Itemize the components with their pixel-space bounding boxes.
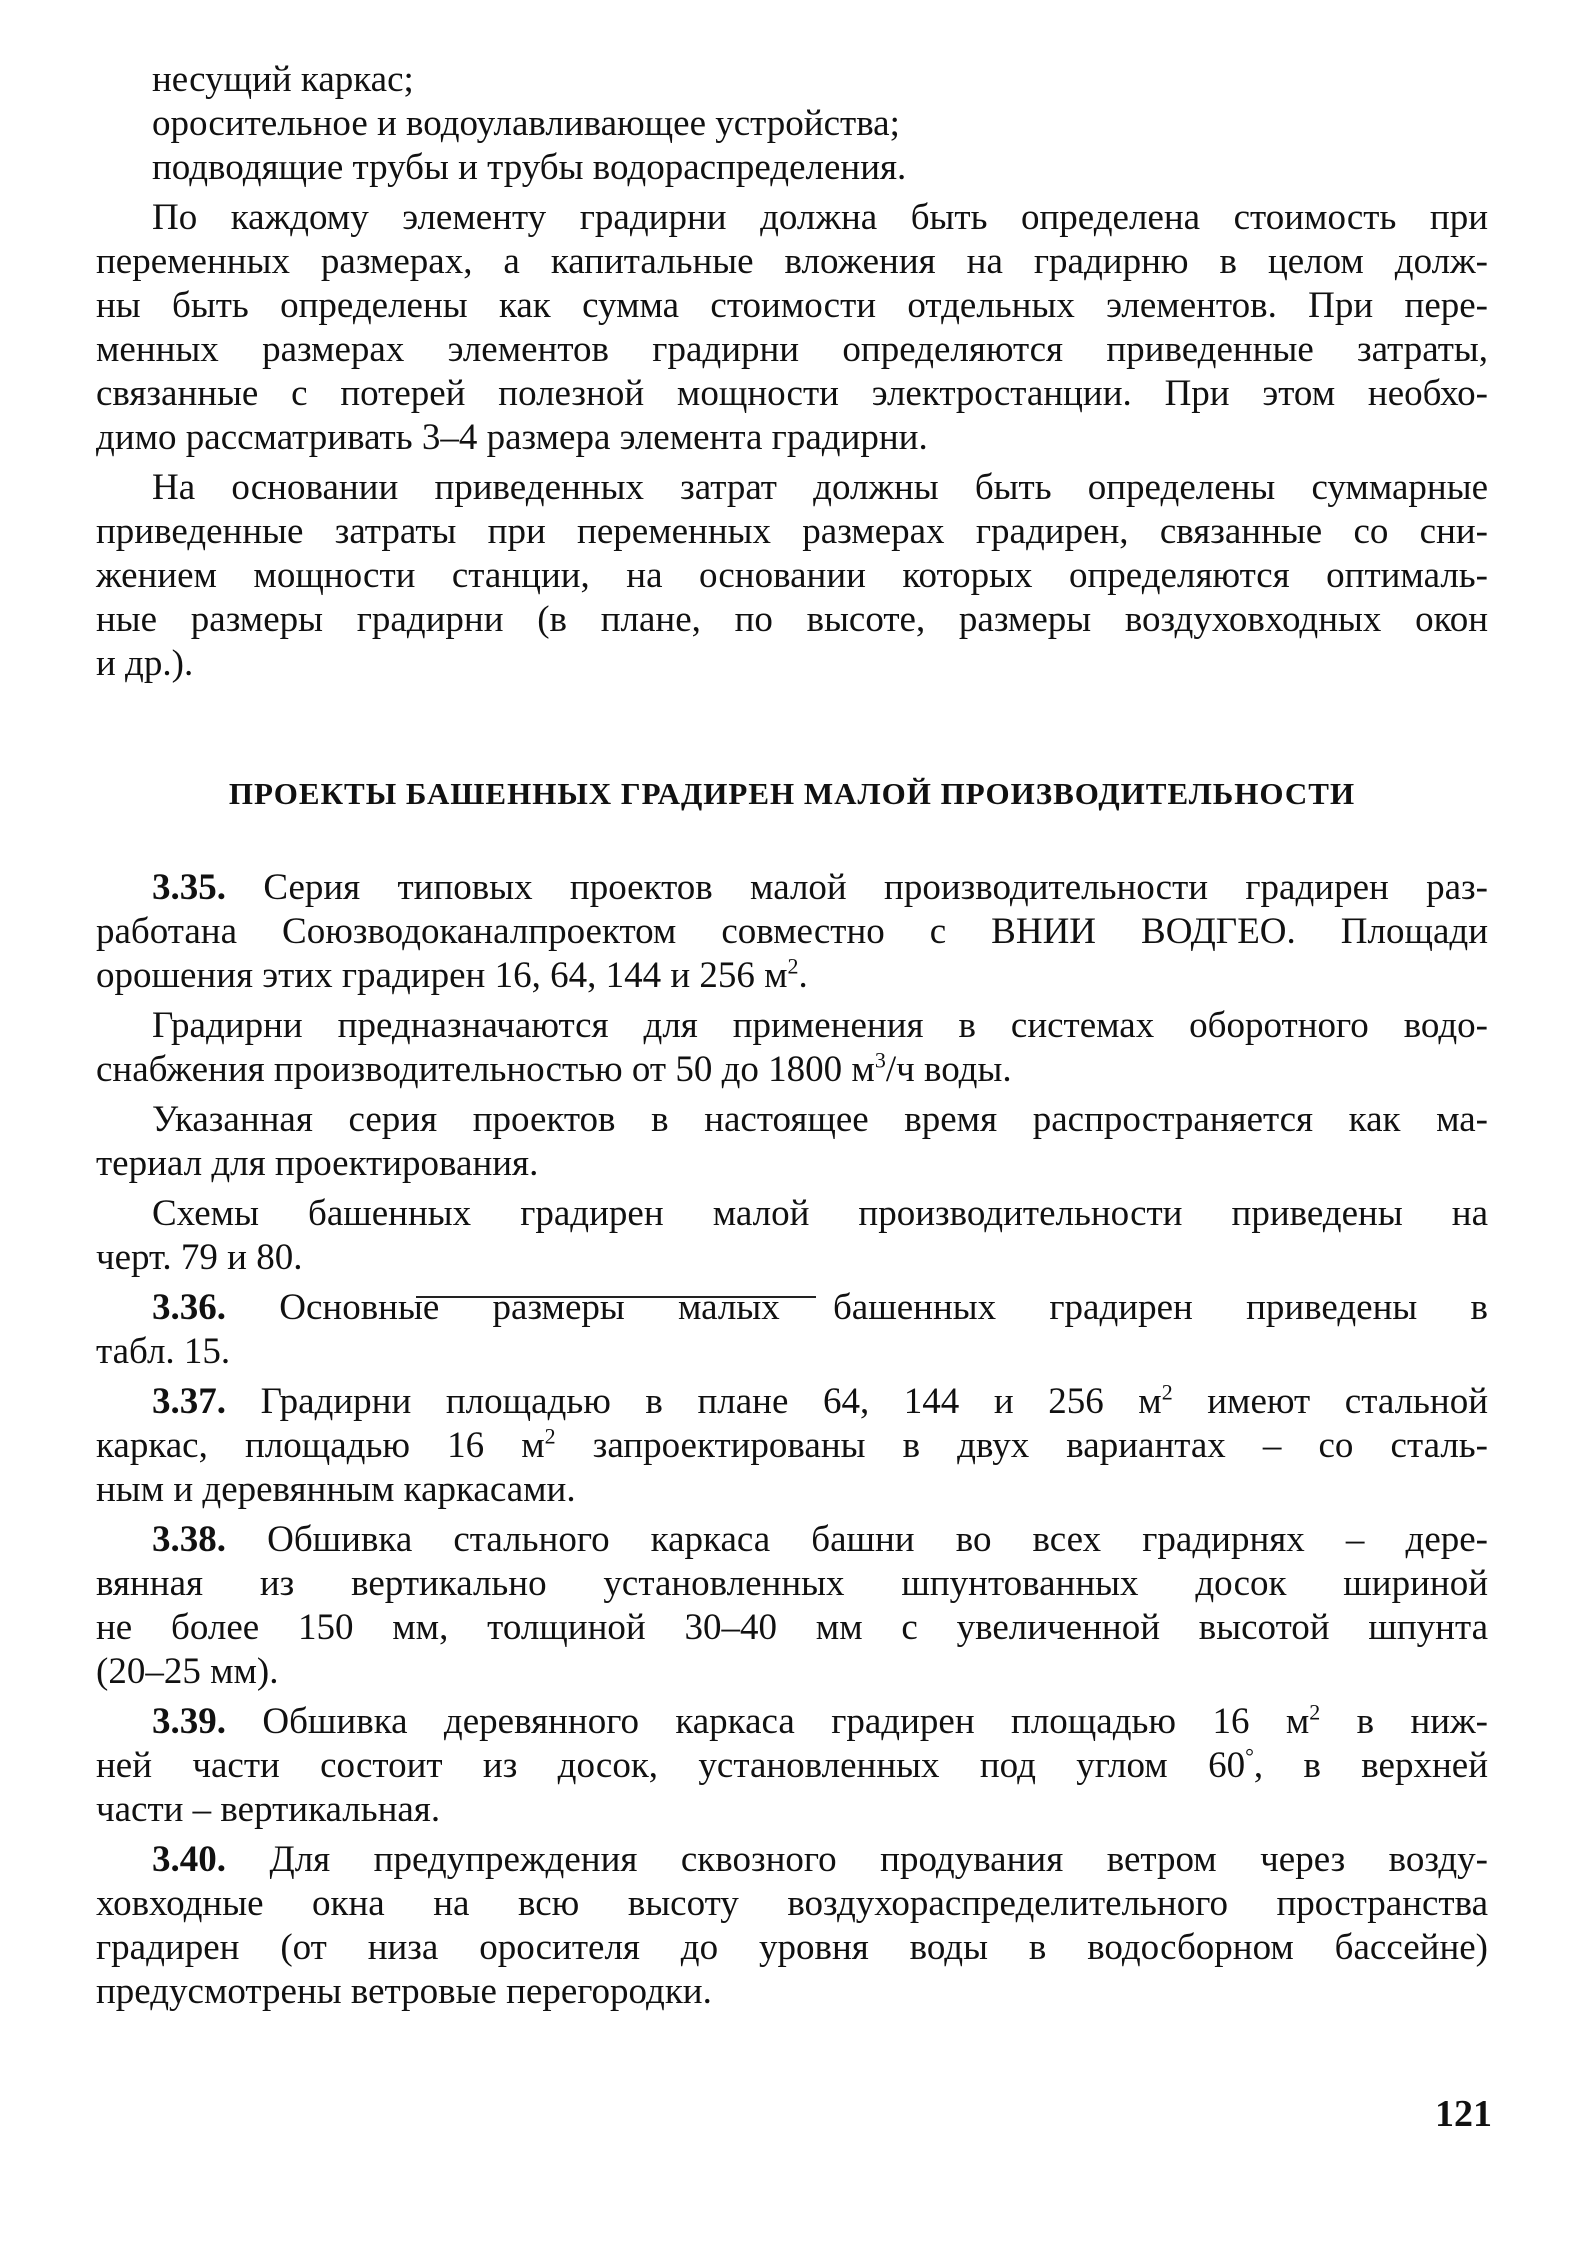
text-line	[96, 1838, 1488, 1882]
text-span: имеют стальной	[1172, 1381, 1489, 1422]
clause-number: 3.36.	[152, 1287, 226, 1328]
list-item: несущий каркас;	[152, 59, 414, 100]
text-span: .	[798, 955, 808, 996]
paragraph-optimal	[96, 466, 1488, 686]
superscript: 2	[544, 1423, 556, 1449]
section-heading: ПРОЕКТЫ БАШЕННЫХ ГРАДИРЕН МАЛОЙ ПРОИЗВОДИТЕЛЬНОСТИ	[228, 776, 1356, 811]
text-line: не более 150 мм, толщиной 30–40 мм с увеличенной высотой шпунта	[96, 1607, 1488, 1648]
text-line: ным и деревянным каркасами.	[96, 1469, 576, 1510]
list-item: оросительное и водоулавливающее устройства;	[152, 103, 900, 144]
text-line: ховходные окна на всю высоту воздухораспределительного пространства	[96, 1883, 1488, 1924]
text-line: градирен (от низа оросителя до уровня воды в водосборном бассейне)	[96, 1927, 1488, 1968]
clause-number: 3.39.	[152, 1701, 226, 1742]
scan-rule-line	[416, 1296, 816, 1298]
text-line: связанные с потерей полезной мощности электростанции. При этом необхо-	[96, 373, 1488, 414]
paragraph-cost	[96, 196, 1488, 460]
clause-number: 3.35.	[152, 867, 226, 908]
text-line	[96, 1744, 1488, 1788]
text-span: Для предупреждения сквозного продувания ветром через возду-	[269, 1839, 1488, 1880]
text-line: предусмотрены ветровые перегородки.	[96, 1971, 712, 2012]
superscript: 2	[787, 953, 799, 979]
text-span: /ч воды.	[885, 1049, 1012, 1090]
paragraph-series	[96, 1098, 1488, 1186]
text-line	[96, 1518, 1488, 1562]
text-line: менных размерах элементов градирни определяются приведенные затраты,	[96, 329, 1488, 370]
text-line	[96, 1380, 1488, 1424]
text-line: На основании приведенных затрат должны быть определены суммарные	[152, 467, 1488, 508]
paragraph-3-37	[96, 1380, 1488, 1512]
paragraph-3-36	[96, 1286, 1488, 1374]
text-span: в ниж-	[1320, 1701, 1488, 1742]
text-span: Градирни площадью в плане 64, 144 и 256 м	[260, 1381, 1162, 1422]
clause-number: 3.38.	[152, 1519, 226, 1560]
text-span: , в верхней	[1253, 1745, 1489, 1786]
page-number: 121	[1435, 2093, 1492, 2135]
text-line: жением мощности станции, на основании которых определяются оптималь-	[96, 555, 1488, 596]
text-span: Основные размеры малых башенных градирен приведены в	[279, 1287, 1488, 1328]
text-line: табл. 15.	[96, 1331, 231, 1372]
bottom-text-block	[96, 866, 1488, 2014]
text-span: снабжения производительностью от 50 до 1800 м	[96, 1049, 875, 1090]
text-line	[96, 1048, 1488, 1092]
text-line	[96, 954, 1488, 998]
text-span: ней части состоит из досок, установленных под углом 60	[96, 1745, 1246, 1786]
text-span: запроектированы в двух вариантах – со сталь-	[555, 1425, 1488, 1466]
paragraph-schemes	[96, 1192, 1488, 1280]
paragraph-purpose	[96, 1004, 1488, 1092]
text-span: Обшивка деревянного каркаса градирен площадью 16 м	[262, 1701, 1310, 1742]
superscript: 3	[874, 1047, 886, 1073]
text-line: переменных размерах, а капитальные вложения на градирню в целом долж-	[96, 241, 1488, 282]
paragraph-3-35	[96, 866, 1488, 998]
superscript: °	[1245, 1743, 1254, 1769]
text-line: ные размеры градирни (в плане, по высоте, размеры воздуховходных окон	[96, 599, 1488, 640]
text-line: Градирни предназначаются для применения в системах оборотного водо-	[152, 1005, 1488, 1046]
paragraph-3-39	[96, 1700, 1488, 1832]
text-span: Серия типовых проектов малой производительности градирен раз-	[263, 867, 1488, 908]
text-line	[96, 1700, 1488, 1744]
list-item: подводящие трубы и трубы водораспределения.	[152, 147, 907, 188]
text-line: териал для проектирования.	[96, 1143, 539, 1184]
text-span: каркас, площадью 16 м	[96, 1425, 545, 1466]
superscript: 2	[1161, 1379, 1173, 1405]
text-line: части – вертикальная.	[96, 1789, 441, 1830]
text-line: работана Союзводоканалпроектом совместно с ВНИИ ВОДГЕО. Площади	[96, 911, 1488, 952]
superscript: 2	[1309, 1699, 1321, 1725]
paragraph-3-40	[96, 1838, 1488, 2014]
text-line: ны быть определены как сумма стоимости отдельных элементов. При пере-	[96, 285, 1488, 326]
text-line	[96, 1424, 1488, 1468]
text-line: Указанная серия проектов в настоящее время распространяется как ма-	[152, 1099, 1488, 1140]
text-span: орошения этих градирен 16, 64, 144 и 256 м	[96, 955, 788, 996]
text-line: приведенные затраты при переменных размерах градирен, связанные со сни-	[96, 511, 1488, 552]
clause-number: 3.40.	[152, 1839, 226, 1880]
text-span: Обшивка стального каркаса башни во всех градирнях – дере-	[267, 1519, 1488, 1560]
text-line: (20–25 мм).	[96, 1651, 279, 1692]
text-line	[96, 866, 1488, 910]
text-line: По каждому элементу градирни должна быть определена стоимость при	[152, 197, 1488, 238]
text-line	[96, 1286, 1488, 1330]
text-line: димо рассматривать 3–4 размера элемента градирни.	[96, 417, 928, 458]
clause-number: 3.37.	[152, 1381, 226, 1422]
text-line: и др.).	[96, 643, 194, 684]
paragraph-3-38	[96, 1518, 1488, 1694]
text-line: вянная из вертикально установленных шпунтованных досок шириной	[96, 1563, 1488, 1604]
top-text-block	[96, 58, 1488, 686]
text-line: Схемы башенных градирен малой производительности приведены на	[152, 1193, 1488, 1234]
text-line: черт. 79 и 80.	[96, 1237, 303, 1278]
